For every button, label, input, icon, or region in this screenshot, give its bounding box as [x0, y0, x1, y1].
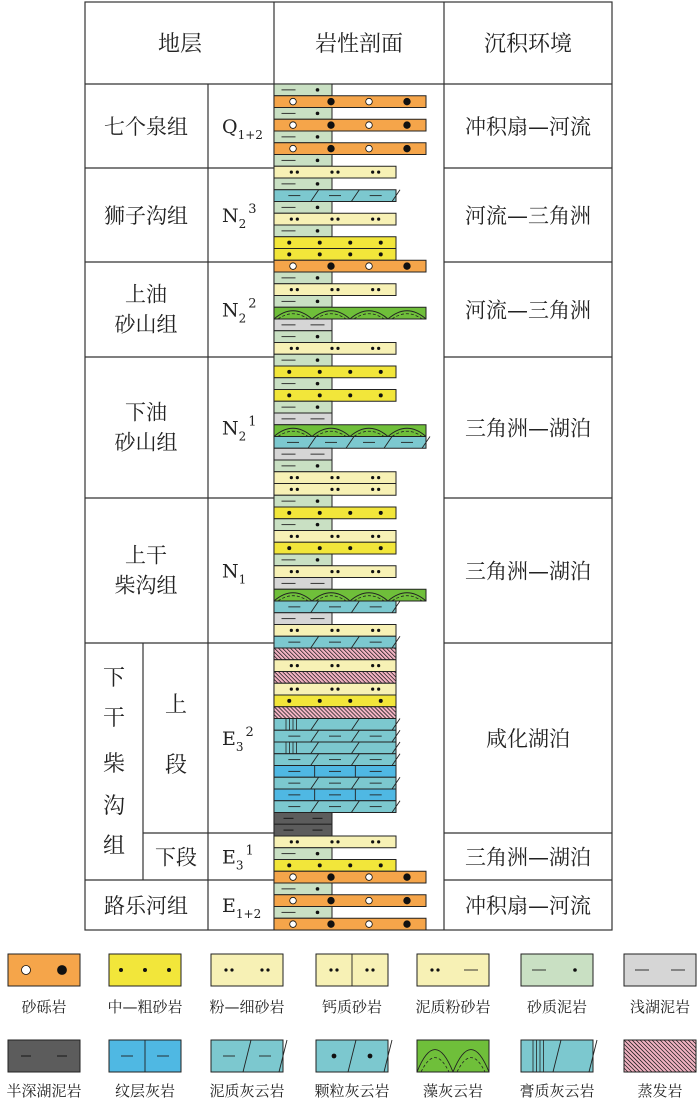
column-layer-sandy-mudstone	[274, 155, 332, 167]
column-layer-conglomerate	[274, 918, 426, 930]
column-layer-sandy-mudstone	[274, 108, 332, 120]
legend-swatch-evaporite	[624, 1040, 696, 1072]
column-layer-argillaceous-limy-dolomite	[274, 190, 400, 202]
column-layer-coarse-sandstone	[274, 237, 396, 249]
column-layer-fine-sandstone	[274, 166, 396, 178]
column-layer-sandy-mudstone	[274, 848, 332, 860]
legend-label: 砂砾岩	[21, 998, 67, 1016]
column-layer-fine-sandstone	[274, 566, 396, 578]
column-layer-algal-limy-dolomite	[274, 307, 426, 319]
formation-label-line2: 砂山组	[114, 312, 178, 337]
column-layer-fine-sandstone	[274, 472, 396, 484]
column-layer-fine-sandstone	[274, 625, 396, 637]
column-layer-argillaceous-limy-dolomite	[274, 754, 400, 766]
header-lithology: 岩性剖面	[314, 32, 404, 57]
column-layer-semi-deep-lake-mudstone	[274, 824, 332, 836]
formation-label-line1: 下油	[125, 400, 167, 425]
formation-label-line1: 上油	[125, 282, 167, 307]
column-layer-sandy-mudstone	[274, 883, 332, 895]
environment-label: 三角洲—湖泊	[465, 845, 591, 870]
formation-label-line1: 上干	[125, 543, 167, 568]
column-layer-sandy-mudstone	[274, 354, 332, 366]
environment-label: 三角洲—湖泊	[465, 559, 591, 584]
column-layer-sandy-mudstone	[274, 202, 332, 214]
stratum-code: $E_3^2$	[222, 725, 254, 754]
column-layer-evaporite	[274, 707, 396, 719]
environment-label: 冲积扇—河流	[465, 894, 591, 918]
formation-label-line2: 砂山组	[114, 430, 178, 455]
column-layer-sandy-mudstone	[274, 272, 332, 284]
column-layer-laminated-limestone	[274, 789, 396, 801]
column-layer-coarse-sandstone	[274, 366, 396, 378]
column-layer-sandy-mudstone	[274, 907, 332, 919]
formation-label: 狮子沟组	[104, 204, 188, 228]
column-layer-shallow-lake-mudstone	[274, 578, 332, 590]
column-layer-conglomerate	[274, 143, 426, 155]
column-layer-sandy-mudstone	[274, 331, 332, 343]
environment-label: 河流—三角洲	[465, 298, 591, 323]
column-layer-argillaceous-limy-dolomite	[274, 730, 400, 742]
column-layer-coarse-sandstone	[274, 542, 396, 554]
column-layer-sandy-mudstone	[274, 296, 332, 308]
column-layer-shallow-lake-mudstone	[274, 448, 332, 460]
environment-label: 咸化湖泊	[486, 727, 570, 751]
stratum-code: $N_2^2$	[222, 296, 257, 326]
column-layer-fine-sandstone	[274, 284, 396, 296]
legend-swatch-gypsum-limy-dolomite	[521, 1040, 597, 1072]
column-layer-fine-sandstone	[274, 213, 396, 225]
legend-label: 颗粒灰云岩	[314, 1082, 390, 1100]
formation-label: 路乐河组	[104, 894, 188, 918]
stratum-code: $E_3^1$	[222, 843, 254, 873]
column-layer-argillaceous-limy-dolomite	[274, 437, 430, 449]
formation-char: 沟	[102, 794, 126, 819]
legend-label: 泥质粉砂岩	[415, 998, 491, 1016]
formation-label-line2: 柴沟组	[114, 573, 178, 598]
environment-label: 三角洲—湖泊	[465, 416, 591, 441]
legend-swatch-grain-limy-dolomite	[316, 1040, 392, 1072]
legend	[6, 954, 696, 1100]
legend-label: 中—粗砂岩	[107, 998, 183, 1016]
column-layer-argillaceous-limy-dolomite	[274, 601, 400, 613]
column-layer-coarse-sandstone	[274, 860, 396, 872]
column-layer-shallow-lake-mudstone	[274, 413, 332, 425]
legend-swatch-calcareous-sandstone	[316, 954, 388, 986]
header-strata: 地层	[157, 32, 203, 57]
environment-label: 河流—三角洲	[465, 204, 591, 228]
column-layer-coarse-sandstone	[274, 695, 396, 707]
legend-swatch-sandy-mudstone	[521, 954, 593, 986]
column-layer-fine-sandstone	[274, 836, 396, 848]
legend-swatch-argillaceous-limy-dolomite	[211, 1040, 287, 1072]
column-layer-conglomerate	[274, 260, 426, 272]
column-layer-sandy-mudstone	[274, 401, 332, 413]
header-environment: 沉积环境	[483, 32, 573, 57]
environment-label: 冲积扇—河流	[465, 115, 591, 139]
lithology-column	[274, 84, 430, 930]
member-char: 上	[164, 693, 188, 718]
column-layer-evaporite	[274, 672, 396, 684]
legend-swatch-muddy-siltstone	[417, 954, 489, 986]
column-layer-sandy-mudstone	[274, 554, 332, 566]
legend-label: 砂质泥岩	[526, 998, 588, 1016]
column-layer-shallow-lake-mudstone	[274, 613, 332, 625]
column-layer-sandy-mudstone	[274, 225, 332, 237]
legend-label: 膏质灰云岩	[519, 1082, 595, 1100]
legend-swatch-semi-deep-lake-mudstone	[8, 1040, 80, 1072]
legend-label: 浅湖泥岩	[629, 998, 691, 1016]
column-layer-coarse-sandstone	[274, 390, 396, 402]
column-layer-conglomerate	[274, 96, 426, 108]
stratum-code: $N_2^3$	[222, 202, 257, 231]
legend-label: 半深湖泥岩	[6, 1082, 82, 1100]
column-layer-fine-sandstone	[274, 660, 396, 672]
legend-label: 泥质灰云岩	[209, 1082, 285, 1100]
legend-swatch-conglomerate	[8, 954, 80, 986]
column-layer-fine-sandstone	[274, 683, 396, 695]
legend-label: 粉—细砂岩	[209, 998, 285, 1016]
column-layer-conglomerate	[274, 895, 426, 907]
formation-char: 干	[102, 706, 126, 731]
legend-label: 钙质砂岩	[321, 998, 383, 1016]
column-layer-sandy-mudstone	[274, 460, 332, 472]
formation-label: 七个泉组	[104, 115, 188, 139]
legend-label: 藻灰云岩	[422, 1082, 484, 1100]
legend-swatch-fine-sandstone	[211, 954, 283, 986]
stratum-code: $N_2^1$	[222, 414, 257, 444]
legend-label: 蒸发岩	[637, 1082, 683, 1100]
column-layer-sandy-mudstone	[274, 378, 332, 390]
formation-char: 组	[102, 834, 126, 859]
stratum-code: $Q_{1+2}$	[222, 116, 263, 142]
column-layer-gypsum-limy-dolomite	[274, 742, 400, 754]
column-layer-sandy-mudstone	[274, 178, 332, 190]
legend-swatch-algal-limy-dolomite	[417, 1040, 489, 1072]
member-char: 段	[164, 753, 188, 778]
column-layer-argillaceous-limy-dolomite	[274, 636, 400, 648]
column-layer-algal-limy-dolomite	[274, 589, 426, 601]
column-layer-fine-sandstone	[274, 484, 396, 496]
stratum-code: $N_1$	[222, 560, 247, 587]
legend-label: 纹层灰岩	[114, 1082, 176, 1100]
column-layer-sandy-mudstone	[274, 519, 332, 531]
legend-swatch-shallow-lake-mudstone	[624, 954, 696, 986]
column-layer-conglomerate	[274, 119, 426, 131]
column-layer-argillaceous-limy-dolomite	[274, 801, 400, 813]
column-layer-coarse-sandstone	[274, 249, 396, 261]
formation-char: 下	[102, 666, 126, 691]
member-label: 下段	[155, 845, 197, 870]
formation-char: 柴	[102, 752, 126, 777]
column-layer-argillaceous-limy-dolomite	[274, 777, 400, 789]
legend-swatch-laminated-limestone	[109, 1040, 181, 1072]
column-layer-shallow-lake-mudstone	[274, 319, 332, 331]
column-layer-gypsum-limy-dolomite	[274, 719, 400, 731]
column-layer-semi-deep-lake-mudstone	[274, 813, 332, 825]
column-layer-laminated-limestone	[274, 766, 396, 778]
column-layer-evaporite	[274, 648, 396, 660]
column-layer-sandy-mudstone	[274, 131, 332, 143]
stratum-code: $E_{1+2}$	[222, 895, 262, 921]
column-layer-sandy-mudstone	[274, 84, 332, 96]
column-layer-algal-limy-dolomite	[274, 425, 426, 437]
column-layer-coarse-sandstone	[274, 507, 396, 519]
column-layer-conglomerate	[274, 871, 426, 883]
legend-swatch-coarse-sandstone	[109, 954, 181, 986]
column-layer-fine-sandstone	[274, 531, 396, 543]
column-layer-fine-sandstone	[274, 343, 396, 355]
column-layer-sandy-mudstone	[274, 495, 332, 507]
